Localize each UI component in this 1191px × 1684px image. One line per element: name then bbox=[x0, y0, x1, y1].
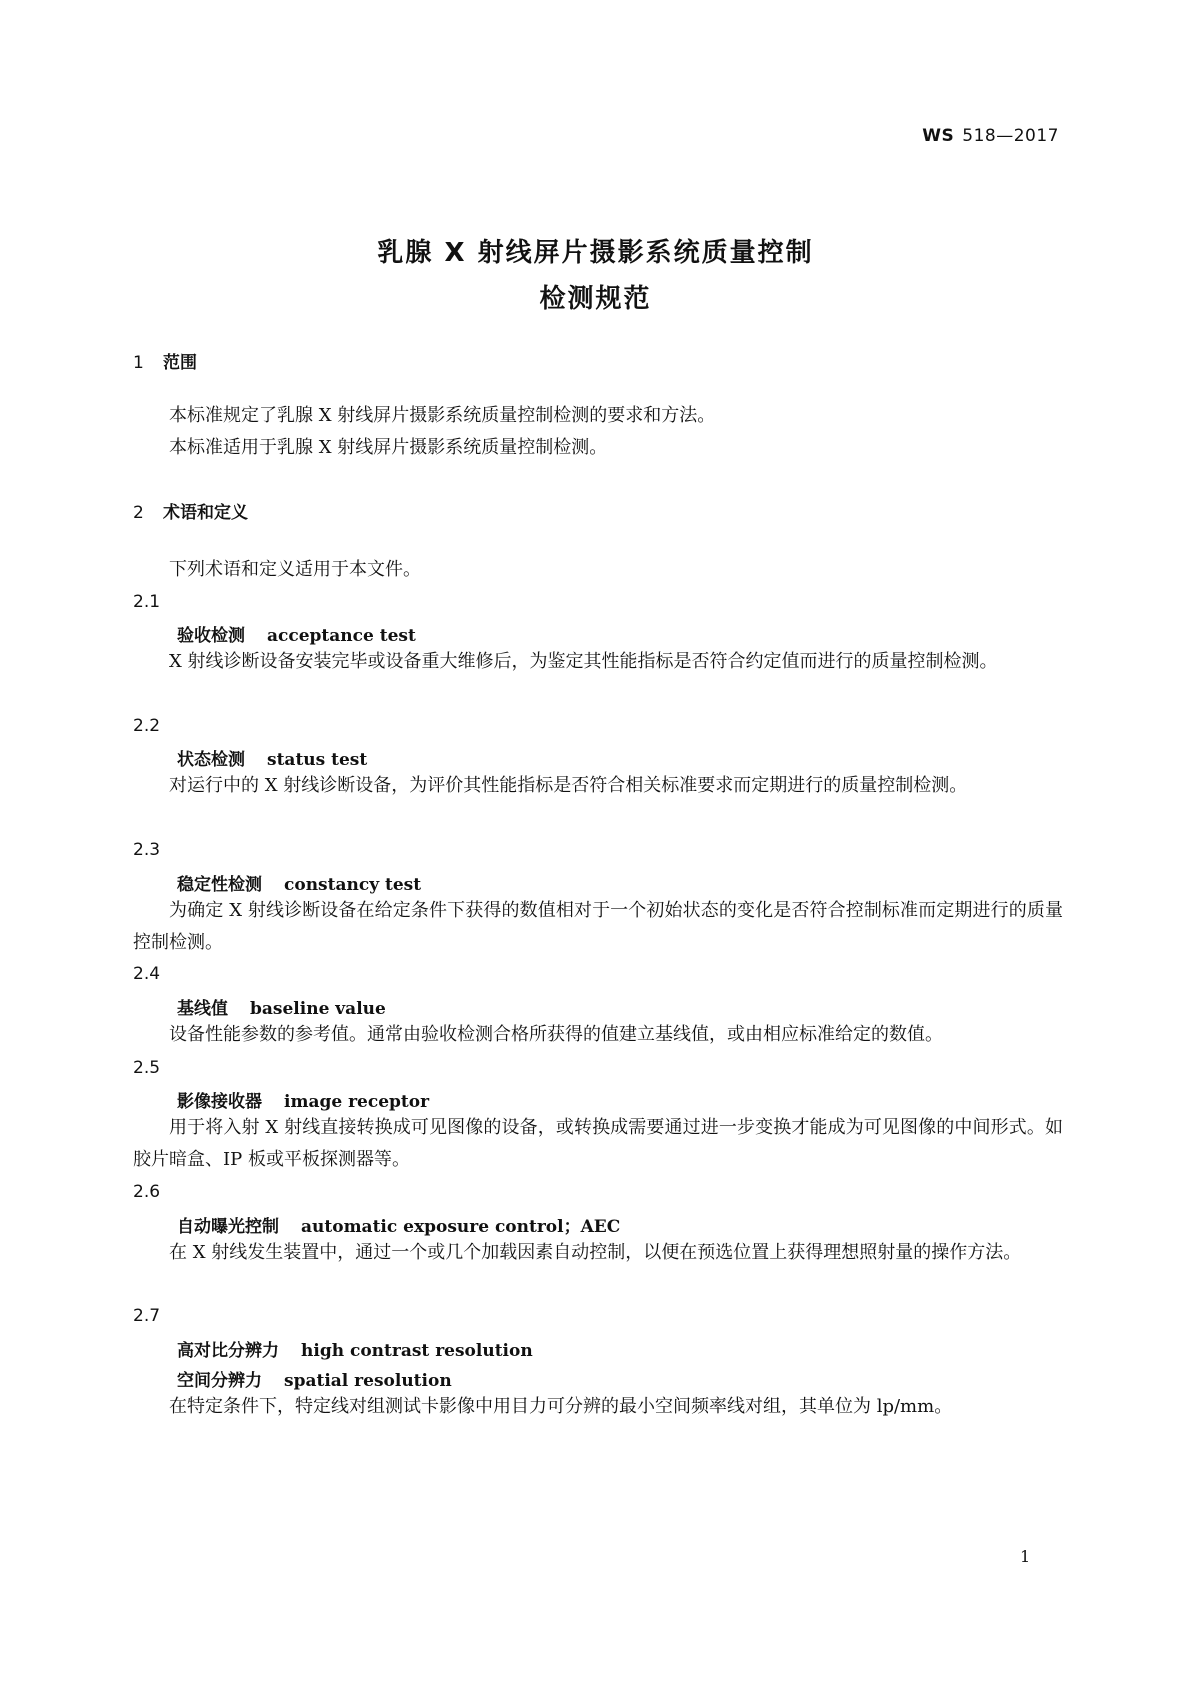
term-cn: 状态检测 bbox=[177, 750, 245, 770]
term-definition: 在 X 射线发生装置中，通过一个或几个加载因素自动控制，以便在预选位置上获得理想照射量的操作方法。 bbox=[169, 1242, 1022, 1263]
clause-number: 2.4 bbox=[133, 964, 161, 984]
section-title: 范围 bbox=[163, 353, 197, 373]
standard-number: 518—2017 bbox=[962, 126, 1059, 146]
clause-number: 2.1 bbox=[133, 592, 161, 612]
scope-paragraph: 本标准规定了乳腺 X 射线屏片摄影系统质量控制检测的要求和方法。 bbox=[169, 405, 716, 426]
standard-code bbox=[922, 126, 1059, 146]
term-cn: 高对比分辨力 bbox=[177, 1341, 279, 1361]
term-definition: 为确定 X 射线诊断设备在给定条件下获得的数值相对于一个初始状态的变化是否符合控制标准而定期进行的质量控制检测。 bbox=[133, 900, 1063, 953]
section-number: 1 bbox=[133, 353, 144, 373]
term-en: high contrast resolution bbox=[301, 1341, 533, 1361]
page-number: 1 bbox=[1020, 1547, 1031, 1566]
standard-prefix: WS bbox=[922, 126, 955, 146]
term-definition: 在特定条件下，特定线对组测试卡影像中用目力可分辨的最小空间频率线对组，其单位为 lp/mm。 bbox=[169, 1396, 953, 1417]
term-heading bbox=[177, 1336, 533, 1361]
section-heading-scope bbox=[133, 348, 197, 373]
clause-number: 2.3 bbox=[133, 840, 161, 860]
clause-number: 2.5 bbox=[133, 1058, 161, 1078]
term-cn: 稳定性检测 bbox=[177, 875, 262, 895]
term-heading bbox=[177, 745, 367, 770]
term-en: automatic exposure control；AEC bbox=[301, 1217, 621, 1237]
term-definition: 用于将入射 X 射线直接转换成可见图像的设备，或转换成需要通过进一步变换才能成为可见图像的中间形式。如胶片暗盒、IP 板或平板探测器等。 bbox=[133, 1117, 1063, 1170]
section-heading-terms bbox=[133, 498, 248, 523]
section-title: 术语和定义 bbox=[163, 503, 248, 523]
term-en: acceptance test bbox=[267, 626, 416, 646]
term-en: status test bbox=[267, 750, 368, 770]
term-cn: 空间分辨力 bbox=[177, 1371, 262, 1391]
term-heading bbox=[177, 621, 416, 646]
term-cn: 验收检测 bbox=[177, 626, 245, 646]
term-cn: 自动曝光控制 bbox=[177, 1217, 279, 1237]
clause-number: 2.7 bbox=[133, 1306, 161, 1326]
term-heading bbox=[177, 1212, 620, 1237]
term-definition: 设备性能参数的参考值。通常由验收检测合格所获得的值建立基线值，或由相应标准给定的数值。 bbox=[169, 1024, 943, 1045]
section-number: 2 bbox=[133, 503, 144, 523]
term-cn: 基线值 bbox=[177, 999, 228, 1019]
term-en: baseline value bbox=[250, 999, 386, 1019]
clause-number: 2.6 bbox=[133, 1182, 161, 1202]
term-definition: 对运行中的 X 射线诊断设备，为评价其性能指标是否符合相关标准要求而定期进行的质量控制检测。 bbox=[169, 775, 968, 796]
term-en: image receptor bbox=[284, 1092, 430, 1112]
term-en: constancy test bbox=[284, 875, 422, 895]
document-title: 乳腺 X 射线屏片摄影系统质量控制 bbox=[377, 238, 814, 268]
term-heading bbox=[177, 870, 421, 895]
document-subtitle: 检测规范 bbox=[539, 284, 652, 314]
term-en: spatial resolution bbox=[284, 1371, 452, 1391]
term-heading-synonym bbox=[177, 1366, 452, 1391]
term-heading bbox=[177, 1087, 429, 1112]
scope-paragraph: 本标准适用于乳腺 X 射线屏片摄影系统质量控制检测。 bbox=[169, 437, 608, 458]
terms-intro: 下列术语和定义适用于本文件。 bbox=[169, 559, 421, 580]
term-cn: 影像接收器 bbox=[177, 1092, 262, 1112]
term-definition: X 射线诊断设备安装完毕或设备重大维修后，为鉴定其性能指标是否符合约定值而进行的质量控制检测。 bbox=[169, 651, 998, 672]
clause-number: 2.2 bbox=[133, 716, 161, 736]
term-heading bbox=[177, 994, 386, 1019]
